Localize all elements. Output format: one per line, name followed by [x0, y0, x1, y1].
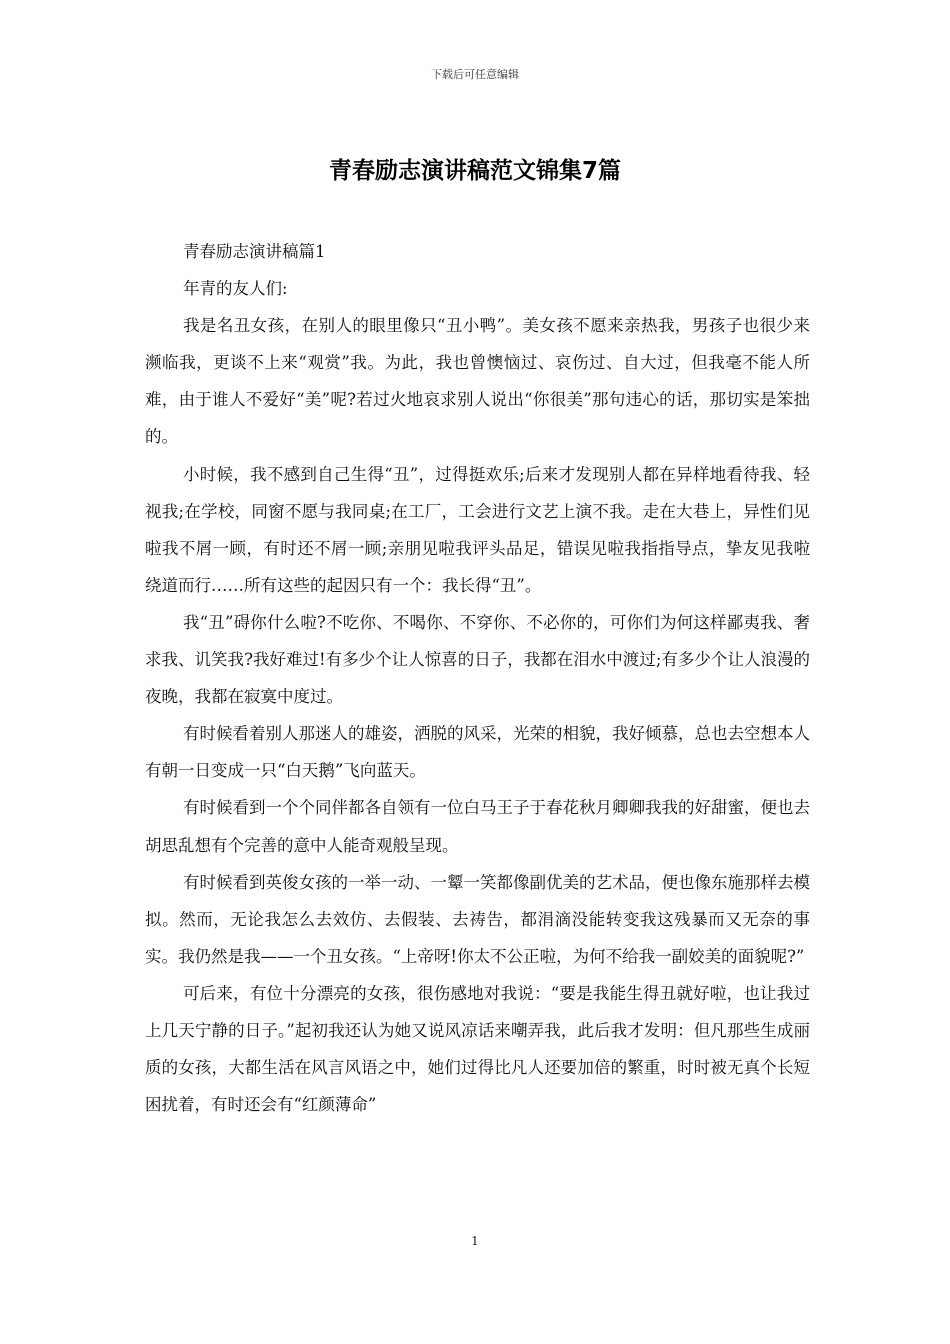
- greeting-line: 年青的友人们:: [182, 279, 288, 299]
- paragraph: 有时候看到一个个同伴都各自领有一位白马王子于春花秋月卿卿我我的好甜蜜，便也去胡思乱想有个完善的意中人能奇观般呈现。: [145, 798, 810, 855]
- page-number: 1: [471, 1234, 479, 1248]
- paragraph: 我“丑”碍你什么啦?不吃你、不喝你、不穿你、不必你的，可你们为何这样鄙夷我、奢求我、讥笑我?我好难过!有多少个让人惊喜的日子，我都在泪水中渡过;有多少个让人浪漫的夜晚，我都在寂寞中度过。: [145, 612, 810, 707]
- section-heading: 青春励志演讲稿篇1: [182, 242, 326, 261]
- paragraph: 小时候，我不感到自己生得“丑”，过得挺欢乐;后来才发现别人都在异样地看待我、轻视我;在学校，同窗不愿与我同桌;在工厂，工会进行文艺上演不我。走在大巷上，异性们见啦我不屑一顾，有时还不屑一顾;亲朋见啦我评头品足，错误见啦我指指导点，挚友见我啦绕道而行……所有这些的起因只有一个：我长得“丑”。: [145, 464, 810, 595]
- document-body: [145, 233, 810, 1123]
- paragraph: 有时候看着别人那迷人的雄姿，洒脱的风采，光荣的相貌，我好倾慕，总也去空想本人有朝一日变成一只“白天鹅”飞向蓝天。: [145, 724, 810, 781]
- header-note: 下载后可任意编辑: [431, 68, 519, 81]
- document-title: 青春励志演讲稿范文锦集7篇: [328, 158, 621, 184]
- paragraph: 有时候看到英俊女孩的一举一动、一颦一笑都像副优美的艺术品，便也像东施那样去模拟。然而，无论我怎么去效仿、去假装、去祷告，都涓滴没能转变我这残暴而又无奈的事实。我仍然是我——一个丑女孩。“上帝呀!你太不公正啦，为何不给我一副姣美的面貌呢?”: [145, 872, 810, 966]
- paragraph: 我是名丑女孩，在别人的眼里像只“丑小鸭”。美女孩不愿来亲热我，男孩子也很少来濒临我，更谈不上来“观赏”我。为此，我也曾懊恼过、哀伤过、自大过，但我毫不能人所难，由于谁人不爱好“美”呢?若过火地哀求别人说出“你很美”那句违心的话，那切实是笨拙的。: [145, 316, 810, 447]
- paragraph: 可后来，有位十分漂亮的女孩，很伤感地对我说：“要是我能生得丑就好啦，也让我过上几天宁静的日子。”起初我还认为她又说风凉话来嘲弄我，此后我才发明：但凡那些生成丽质的女孩，大都生活在风言风语之中，她们过得比凡人还要加倍的繁重，时时被无真个长短困扰着，有时还会有“红颜薄命”: [145, 983, 810, 1115]
